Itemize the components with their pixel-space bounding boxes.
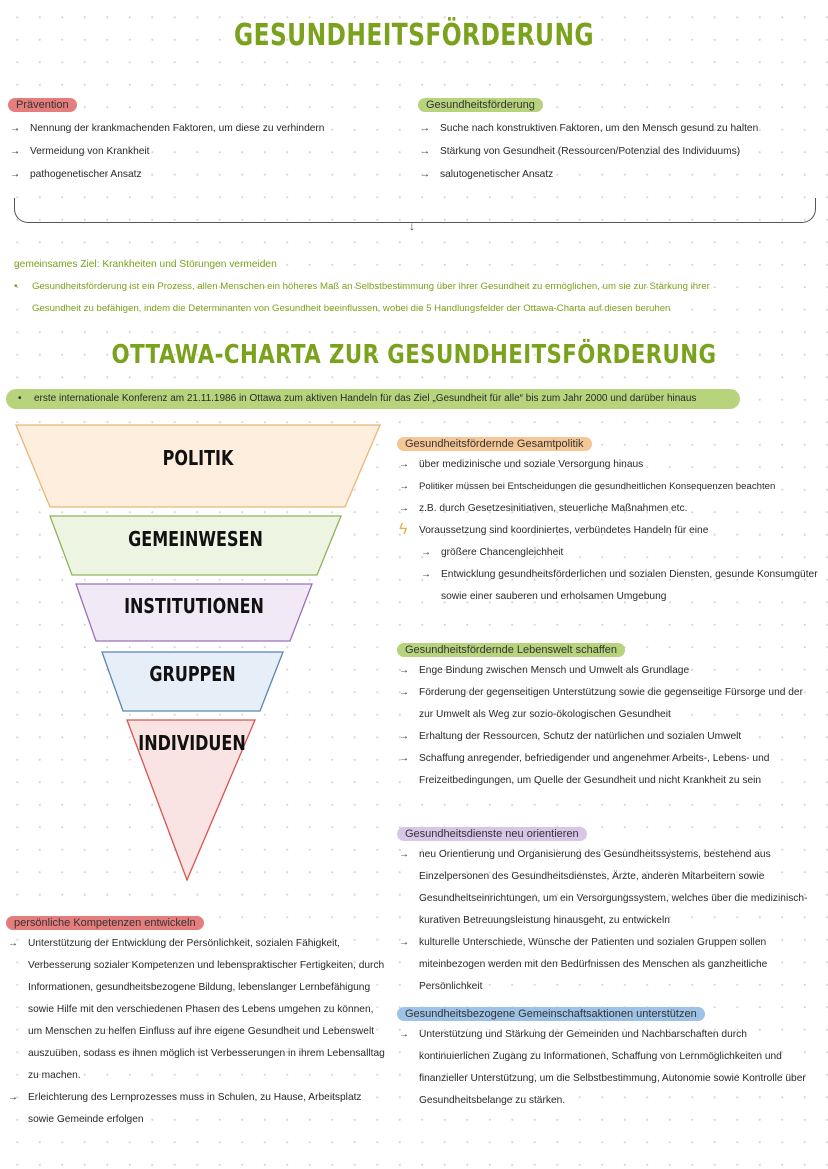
pyramid-label-politik: POLITIK bbox=[162, 446, 234, 470]
list-item: → Erhaltung der Ressourcen, Schutz der natürlichen und sozialen Umwelt bbox=[397, 726, 817, 748]
arrow-icon: → bbox=[420, 123, 430, 134]
list-item: → Erleichterung des Lernprozesses muss in Schulen, zu Hause, Arbeitsplatz sowie Gemeinde erfolgen bbox=[6, 1087, 386, 1131]
bullet-icon: • bbox=[18, 393, 22, 404]
list-item: → pathogenetischer Ansatz bbox=[8, 163, 408, 186]
arrow-icon: → bbox=[399, 1029, 409, 1040]
pyramid-label-individuen: INDIVIDUEN bbox=[138, 731, 246, 755]
gesundheitsfoerderung-label: Gesundheitsförderung bbox=[418, 98, 543, 112]
section-gesamtpolitik bbox=[397, 434, 825, 608]
arrow-icon: → bbox=[10, 123, 20, 134]
list-item: → Suche nach konstruktiven Faktoren, um den Mensch gesund zu halten bbox=[418, 117, 823, 140]
page-title: GESUNDHEITSFÖRDERUNG bbox=[233, 18, 595, 53]
lightning-icon: ϟ bbox=[399, 521, 408, 538]
list-item: → z.B. durch Gesetzesinitiativen, steuerliche Maßnahmen etc. bbox=[397, 498, 825, 520]
arrow-icon: → bbox=[399, 481, 409, 492]
pyramid-label-institutionen: INSTITUTIONEN bbox=[124, 594, 264, 618]
section-lebenswelt bbox=[397, 640, 817, 792]
praevention-label: Prävention bbox=[8, 98, 77, 112]
pyramid-label-gemeinwesen: GEMEINWESEN bbox=[128, 527, 263, 551]
arrow-icon: → bbox=[399, 753, 409, 764]
arrow-icon: → bbox=[421, 569, 431, 580]
section-label: Gesundheitsfördernde Lebenswelt schaffen bbox=[397, 643, 625, 657]
list-item: → Stärkung von Gesundheit (Ressourcen/Potenzial des Individuums) bbox=[418, 140, 823, 163]
arrow-icon: → bbox=[399, 849, 409, 860]
arrow-icon: → bbox=[8, 938, 18, 949]
section-label: Gesundheitsdienste neu orientieren bbox=[397, 827, 587, 841]
section-label: Gesundheitsfördernde Gesamtpolitik bbox=[397, 437, 592, 451]
list-item: → salutogenetischer Ansatz bbox=[418, 163, 823, 186]
arrow-icon: → bbox=[10, 146, 20, 157]
section-gemeinschaft bbox=[397, 1004, 817, 1112]
arrow-icon: → bbox=[421, 547, 431, 558]
list-item: → Unterstützung der Entwicklung der Persönlichkeit, sozialen Fähigkeit, Verbesserung sozialer Kompetenzen und lebenspraktischer Fertigkeiten, durch Informationen, gesundheitsbezogene Bildung, lebenslanger Lernbefähigung sowie Hilfe mit den verschiedenen Phasen des Lebens umgehen zu können, um Menschen zu helfen Einfluss auf ihre eigene Gesundheit und Lebenswelt auszuüben, sodass es ihnen möglich ist Verbesserungen in ihrem Lebensalltag zu machen. bbox=[6, 933, 386, 1087]
list-item: → Enge Bindung zwischen Mensch und Umwelt als Grundlage bbox=[397, 660, 817, 682]
ottawa-banner: • erste internationale Konferenz am 21.11.1986 in Ottawa zum aktiven Handeln für das Ziel „Gesundheit für alle“ bis zum Jahr 2000 und darüber hinaus bbox=[6, 389, 740, 409]
arrow-icon: → bbox=[8, 1092, 18, 1103]
definition-line-2: Gesundheit zu befähigen, indem die Determinanten von Gesundheit beeinflussen, wobei die 5 Handlungsfelder der Ottawa-Charta auf diesen beruhen bbox=[32, 303, 671, 314]
arrow-icon: → bbox=[399, 503, 409, 514]
arrow-icon: → bbox=[399, 731, 409, 742]
pyramid-label-gruppen: GRUPPEN bbox=[149, 662, 236, 686]
gesundheitsfoerderung-block bbox=[418, 95, 823, 186]
section-dienste bbox=[397, 824, 825, 998]
ottawa-title: OTTAWA-CHARTA ZUR GESUNDHEITSFÖRDERUNG bbox=[111, 340, 717, 370]
section-kompetenzen bbox=[6, 913, 386, 1131]
arrow-icon: → bbox=[420, 169, 430, 180]
list-item: → über medizinische und soziale Versorgung hinaus bbox=[397, 454, 825, 476]
arrow-icon: → bbox=[399, 687, 409, 698]
list-item: → größere Chancengleichheit bbox=[419, 542, 825, 564]
arrow-icon: → bbox=[10, 169, 20, 180]
arrow-icon: → bbox=[399, 665, 409, 676]
list-item: → kulturelle Unterschiede, Wünsche der Patienten und sozialen Gruppen sollen miteinbezogen werden mit den Bedürfnissen des Menschen als ganzheitliche Persönlichkeit bbox=[397, 932, 825, 998]
list-item: → Nennung der krankmachenden Faktoren, um diese zu verhindern bbox=[8, 117, 408, 140]
list-item: → Entwicklung gesundheitsförderlichen und sozialen Diensten, gesunde Konsumgüter sowie einer sauberen und erholsamen Umgebung bbox=[419, 564, 825, 608]
gesundheitsfoerderung-list bbox=[418, 117, 823, 186]
arrow-icon: → bbox=[399, 937, 409, 948]
common-goal: gemeinsames Ziel: Krankheiten und Störungen vermeiden bbox=[14, 259, 277, 270]
definition-line-1: • Gesundheitsförderung ist ein Prozess, allen Menschen ein höheres Maß an Selbstbestimmung über ihrer Gesundheit zu ermöglichen, um sie zur Stärkung ihrer bbox=[14, 276, 824, 298]
arrow-icon: → bbox=[420, 146, 430, 157]
list-item: → Vermeidung von Krankheit bbox=[8, 140, 408, 163]
section-label: persönliche Kompetenzen entwickeln bbox=[6, 916, 204, 930]
list-item: → neu Orientierung und Organisierung des Gesundheitssystems, bestehend aus Einzelpersonen des Gesundheitsdienstes, Ärzte, anderen Mitarbeitern sowie Gesundheitseinrichtungen, um ein Versorgungssystem, welches über die medizinisch-kurativen Betreuungsleistung hinausgeht, zu entwickeln bbox=[397, 844, 825, 932]
arrow-down-icon: ↓ bbox=[409, 219, 415, 233]
list-item: ϟ Voraussetzung sind koordiniertes, verbündetes Handeln für eine bbox=[399, 521, 709, 538]
list-item: → Politiker müssen bei Entscheidungen die gesundheitlichen Konsequenzen beachten bbox=[397, 476, 825, 498]
bullet-icon: • bbox=[14, 281, 18, 292]
list-item: → Förderung der gegenseitigen Unterstützung sowie die gegenseitige Fürsorge und der zur Umwelt als Weg zur sozio-ökologischen Gesundheit bbox=[397, 682, 817, 726]
list-item: → Schaffung anregender, befriedigender und angenehmer Arbeits-, Lebens- und Freizeitbedingungen, um Quelle der Gesundheit und nicht Krankheit zu sein bbox=[397, 748, 817, 792]
arrow-icon: → bbox=[399, 459, 409, 470]
list-item: → Unterstützung und Stärkung der Gemeinden und Nachbarschaften durch kontinuierlichen Zugang zu Informationen, Schaffung von Lernmöglichkeiten und finanzieller Unterstützung, um die Selbstbestimmung, Autonomie sowie Kontrolle über Gesundheitsbelange zu stärken. bbox=[397, 1024, 817, 1112]
section-label: Gesundheitsbezogene Gemeinschaftsaktionen unterstützen bbox=[397, 1007, 705, 1021]
